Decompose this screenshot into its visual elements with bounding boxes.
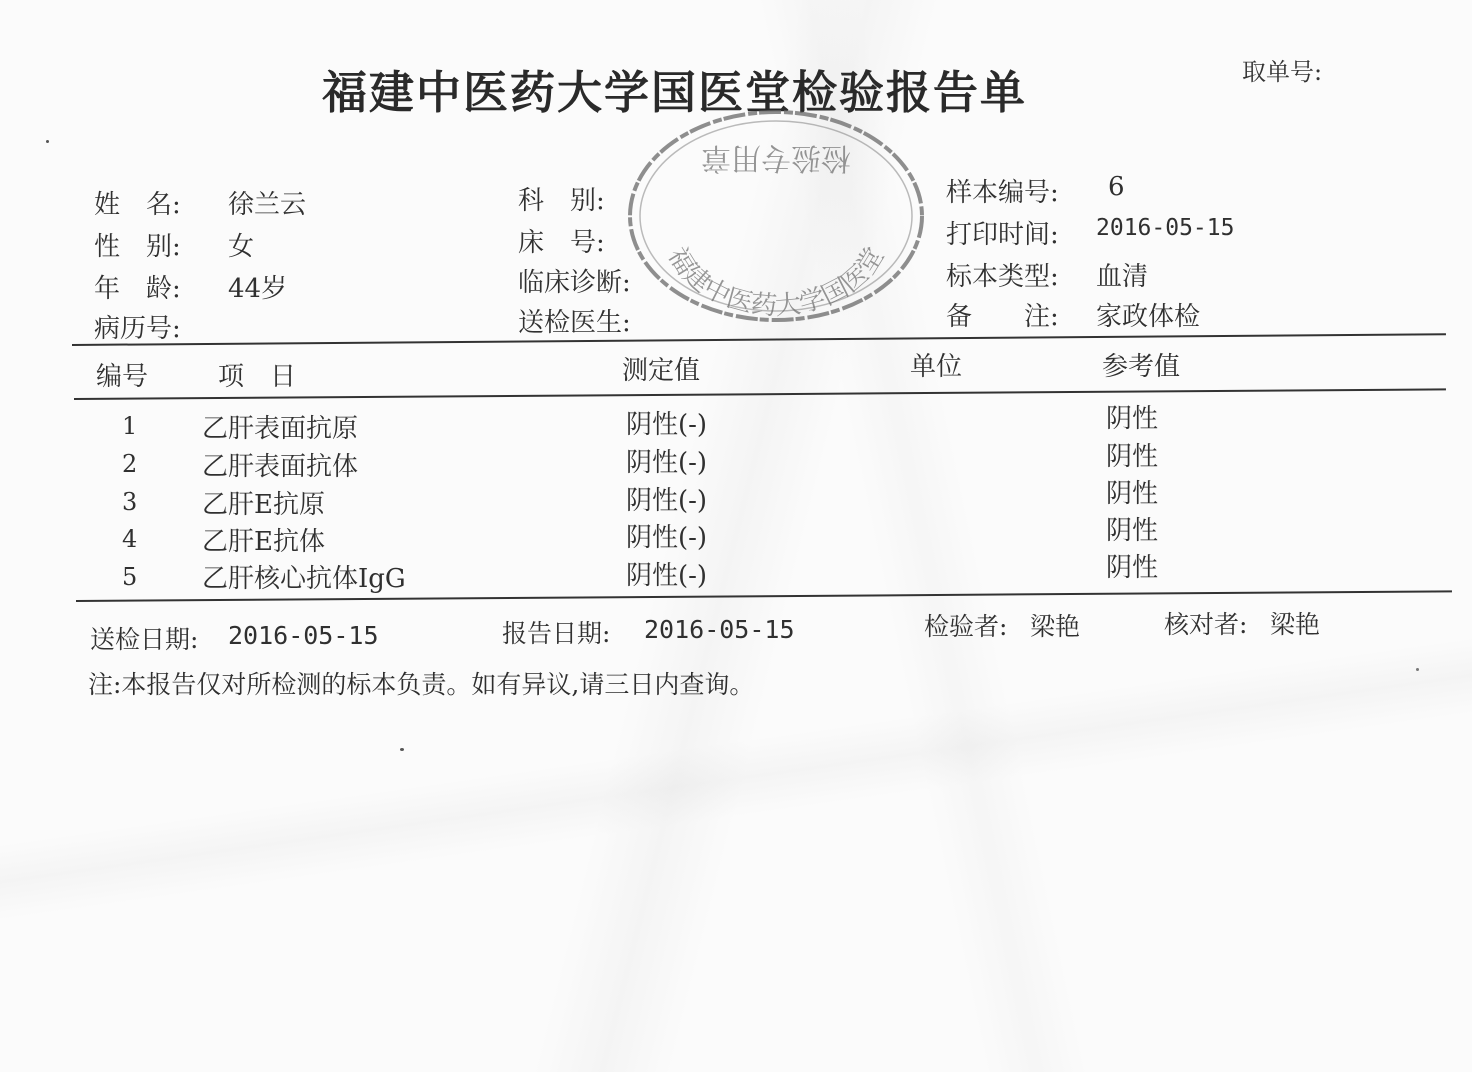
checker-label: 核对者: bbox=[1164, 610, 1248, 639]
row-reference: 阴性 bbox=[1106, 479, 1159, 509]
column-header-no: 编号 bbox=[96, 362, 149, 392]
patient-gender-value: 女 bbox=[228, 232, 255, 262]
paper-speck bbox=[1416, 668, 1419, 671]
inspector-label: 检验者: bbox=[924, 612, 1008, 641]
column-header-result: 测定值 bbox=[622, 356, 701, 386]
row-item: 乙肝表面抗体 bbox=[202, 452, 359, 482]
row-number: 3 bbox=[122, 488, 138, 516]
column-header-unit: 单位 bbox=[910, 352, 963, 382]
print-time-label: 打印时间: bbox=[946, 220, 1059, 250]
checker-value: 梁艳 bbox=[1270, 610, 1321, 639]
sample-type-value: 血清 bbox=[1096, 262, 1149, 292]
sample-type-label: 标本类型: bbox=[946, 262, 1059, 292]
row-result: 阴性(-) bbox=[626, 410, 708, 440]
patient-gender-label: 性 别: bbox=[94, 232, 181, 262]
row-item: 乙肝E抗原 bbox=[202, 490, 325, 520]
paper-speck bbox=[400, 748, 404, 751]
sample-number-label: 样本编号: bbox=[946, 178, 1059, 208]
row-number: 5 bbox=[122, 563, 138, 591]
patient-age-value: 44岁 bbox=[228, 274, 288, 304]
table-top-rule bbox=[72, 333, 1446, 346]
patient-name-label: 姓 名: bbox=[94, 190, 181, 220]
remark-value: 家政体检 bbox=[1096, 302, 1201, 332]
submit-date-label: 送检日期: bbox=[90, 625, 199, 654]
row-reference: 阴性 bbox=[1106, 442, 1159, 472]
disclaimer-note: 注:本报告仅对所检测的标本负责。如有异议,请三日内查询。 bbox=[88, 670, 755, 699]
row-item: 乙肝核心抗体IgG bbox=[202, 564, 406, 594]
referring-doctor-label: 送检医生: bbox=[518, 308, 631, 338]
report-date-value: 2016-05-15 bbox=[644, 615, 795, 644]
submit-date-value: 2016-05-15 bbox=[228, 621, 379, 650]
print-time-value: 2016-05-15 bbox=[1096, 215, 1235, 241]
report-date-label: 报告日期: bbox=[502, 619, 611, 648]
pickup-number-label: 取单号: bbox=[1242, 58, 1323, 86]
bed-number-label: 床 号: bbox=[518, 228, 605, 258]
row-result: 阴性(-) bbox=[626, 448, 708, 478]
row-reference: 阴性 bbox=[1106, 516, 1159, 546]
sample-number-value: 6 bbox=[1108, 172, 1125, 202]
remark-label: 备 注: bbox=[946, 302, 1059, 332]
row-reference: 阴性 bbox=[1106, 404, 1159, 434]
column-header-item: 项 日 bbox=[218, 362, 297, 392]
svg-text:检验专用章: 检验专用章 bbox=[701, 140, 851, 175]
svg-text:福建中医药大学国医堂: 福建中医药大学国医堂 bbox=[661, 242, 891, 322]
column-header-reference: 参考值 bbox=[1102, 352, 1181, 382]
row-number: 4 bbox=[122, 525, 138, 553]
row-item: 乙肝表面抗原 bbox=[202, 414, 359, 444]
row-number: 2 bbox=[122, 450, 138, 478]
row-reference: 阴性 bbox=[1106, 553, 1159, 583]
patient-age-label: 年 龄: bbox=[94, 274, 181, 304]
row-result: 阴性(-) bbox=[626, 561, 708, 591]
medical-record-label: 病历号: bbox=[94, 314, 181, 344]
official-seal-stamp bbox=[626, 110, 926, 330]
clinical-diagnosis-label: 临床诊断: bbox=[518, 268, 631, 298]
row-item: 乙肝E抗体 bbox=[202, 527, 325, 557]
row-number: 1 bbox=[122, 412, 138, 440]
row-result: 阴性(-) bbox=[626, 523, 708, 553]
department-label: 科 别: bbox=[518, 186, 605, 216]
paper-speck bbox=[46, 140, 49, 143]
patient-name-value: 徐兰云 bbox=[228, 190, 307, 220]
inspector-value: 梁艳 bbox=[1030, 612, 1081, 641]
report-title: 福建中医药大学国医堂检验报告单 bbox=[322, 66, 1028, 119]
row-result: 阴性(-) bbox=[626, 486, 708, 516]
